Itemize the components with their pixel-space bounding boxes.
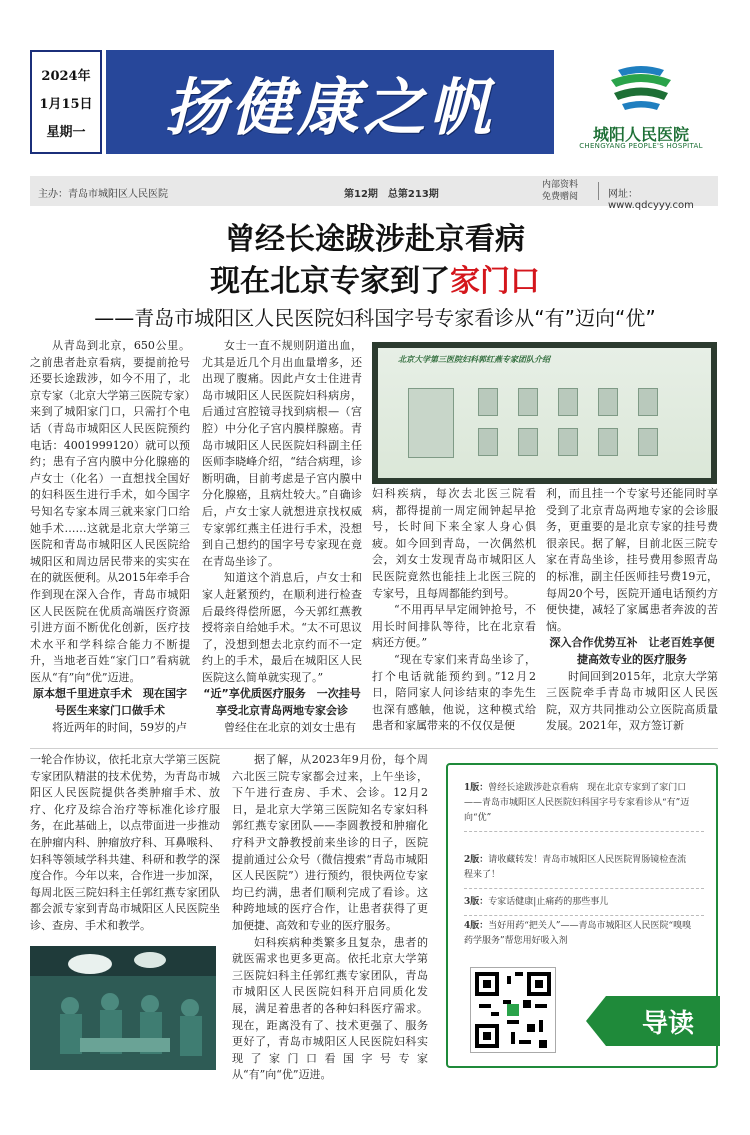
guide-item-page2[interactable]	[464, 853, 694, 883]
date-box	[30, 50, 102, 154]
date-year: 2024年	[41, 68, 91, 84]
guide-divider	[464, 915, 704, 916]
portrait-image	[478, 388, 498, 416]
info-bar	[30, 176, 718, 211]
guide-item-text: 专家话健康|止痛药的那些事儿	[488, 897, 609, 907]
section-divider	[30, 748, 718, 749]
portrait-image	[558, 388, 578, 416]
guide-item-text: 当好用药“把关人”——青岛市城阳区人民医院“嗅嗅药学服务”帮您用好吸入剂	[464, 921, 692, 946]
article-paragraph: 据了解，从2023年9月份，每个周六北医三院专家都会过来，上午坐诊，下午进行查房、手术、会诊。12月2日，是北京大学第三医院知名专家妇科郭红燕专家团队——李圆教授和肿瘤化疗科尹文静教授前来坐诊的日子，医院提前通过公众号（微信搜索“青岛市城阳区人民医院”）进行预约，很快两位专家均已约满，患者们顺利完成了看诊。这种跨地域的医疗合作，让患者获得了更加便捷、高效和专业的医疗服务。	[232, 753, 428, 932]
photo-board	[378, 348, 711, 478]
portrait-image	[598, 388, 618, 416]
internal-line1: 内部资料	[542, 180, 579, 190]
qr-code-icon[interactable]	[470, 967, 556, 1053]
hospital-logo-icon	[566, 60, 716, 120]
article-subheading: “近”享优质医疗服务 一次挂号享受北京青岛两地专家会诊	[203, 687, 361, 718]
portrait-image	[598, 428, 618, 456]
article-paragraph: 从青岛到北京，650公里。之前患者赴京看病，要提前抢号还要长途跋涉，如今不用了，北京专家（北京大学第三医院专家）来到了城阳家门口，只需打个电话（青岛市城阳区人民医院预约电话：4001999120）就可以预约；患有子宫内膜中分化腺癌的卢女士（化名）一直想找全国好的妇科医生进行手术，如今国字号知名专家本周三就来家门口给她手术……这就是北京大学第三医院和青岛市城阳区人民医院给城阳区和周边居民带来的实实在在的就医便利。从2015年牵手合作到现在深入合作，青岛市城阳区人民医院在优质高端医疗资源引进方面不断优化创新，医疗技术水平和学科综合能力不断提升，当地老百姓“家门口”看病就医从“有”向“优”迈进。	[30, 339, 190, 684]
photo-caption: 北京大学第三医院妇科郭红燕专家团队介绍	[398, 355, 550, 364]
hospital-name: 城阳人民医院	[592, 125, 689, 144]
headline-line2	[0, 256, 750, 300]
surgery-photo	[30, 946, 216, 1070]
article-column-3	[372, 486, 536, 735]
guide-item-tag: 3版：	[464, 897, 489, 907]
internal-note	[542, 179, 578, 203]
article-column-5	[30, 752, 220, 935]
article-paragraph: 妇科疾病种类繁多且复杂，患者的就医需求也更多更高。依托北京大学第三医院妇科主任郭红燕专家团队，青岛市城阳区人民医院妇科开启同质化发展，满足着患者的各种妇科医疗需求。现在，距离没有了、技术更强了、服务更好了，青岛市城阳区人民医院妇科实现了家门口看国字号专家从“有”向“优”迈进。	[232, 935, 428, 1082]
guide-divider	[464, 831, 704, 832]
date-weekday: 星期一	[46, 124, 86, 140]
date-day: 1月15日	[39, 96, 93, 112]
article-column-6	[232, 752, 428, 1084]
article-subheading: 深入合作优势互补 让老百姓享便捷高效专业的医疗服务	[549, 636, 715, 666]
article-paragraph: 一轮合作协议，依托北京大学第三医院专家团队精湛的技术优势，为青岛市城阳区人民医院提供各类肿瘤手术、放疗、化疗及综合治疗等标准化诊疗服务，在此基础上，以点带面进一步推动在肿瘤内科、肿瘤放疗科、耳鼻喉科、妇科等领域学科共建、科研和教学的深度合作。今年以来，合作进一步加深，每周北医三院妇科主任郭红燕专家团队都会派专家到青岛市城阳区人民医院坐诊、查房、手术和教学。	[30, 753, 220, 932]
internal-line2: 免费赠阅	[542, 192, 579, 202]
masthead-title: 扬健康之帆	[164, 70, 495, 144]
article-column-1	[30, 338, 190, 736]
guide-item-text: 曾经长途跋涉赴京看病 现在北京专家到了家门口——青岛市城阳区人民医院妇科国字号专家看诊从“有”迈向“优”	[464, 783, 690, 823]
guide-badge	[578, 992, 720, 1050]
headline-line1: 曾经长途跋涉赴京看病	[225, 222, 525, 257]
guide-item-page4[interactable]	[464, 919, 694, 949]
article-subheading: 原本想千里进京手术 现在国字号医生来家门口做手术	[33, 687, 187, 718]
guide-item-text: 请收藏转发！青岛市城阳区人民医院胃肠镜检查流程来了！	[464, 855, 687, 880]
portrait-image	[638, 388, 658, 416]
masthead-banner	[106, 50, 554, 154]
article-paragraph: 将近两年的时间，59岁的卢	[52, 720, 187, 734]
info-separator	[598, 182, 599, 200]
article-paragraph: 妇科疾病，每次去北医三院看病，都得提前一周定闹钟起早抢号，长时间下来全家人身心俱疲。如今回到青岛，一次偶然机会，刘女士发现青岛市城阳区人民医院竟然也能挂上北医三院的专家号，且每周都能约到号。	[372, 487, 536, 600]
portrait-image	[518, 428, 538, 456]
article-paragraph: 女士一直不规则阴道出血，尤其是近几个月出血量增多，还出现了腹痛。因此卢女士住进青岛市城阳区人民医院妇科病房，后通过宫腔镜寻找到病根—（宫腔）中分化子宫内膜样腺癌。青岛市城阳区人民医院妇科副主任医师李晓峰介绍，“结合病理，诊断明确，目前考虑是子宫内膜中分化腺癌，且病灶较大。”自确诊后，卢女士家人就想进京找权威专家郭红燕主任进行手术，没想到自己想约的国字号专家现在竟在青岛坐诊了。	[202, 339, 362, 568]
headline-line2-black: 现在北京专家到了	[210, 264, 450, 299]
headline-line2-red: 家门口	[450, 264, 540, 299]
guide-item-tag: 1版：	[464, 783, 489, 793]
website-link[interactable]: 网址：www.qdcyyy.com	[608, 189, 694, 211]
portrait-image	[478, 428, 498, 456]
guide-badge-text: 导读	[641, 1009, 695, 1039]
article-paragraph: 利，而且挂一个专家号还能同时享受到了北京青岛两地专家的会诊服务，更重要的是北京专家的挂号费很亲民。据了解，目前北医三院专家在青岛坐诊，挂号费用参照青岛的标准，副主任医师挂号费19元，每周20个号，医院开通电话预约方便快捷，减轻了家属患者奔波的苦恼。	[546, 487, 718, 633]
article-column-4	[546, 486, 718, 735]
article-paragraph: 曾经住在北京的刘女士患有	[224, 720, 356, 734]
article-column-2	[202, 338, 362, 736]
headline-subtitle: ——青岛市城阳区人民医院妇科国字号专家看诊从“有”迈向“优”	[94, 306, 656, 330]
guide-divider	[464, 888, 704, 889]
sponsor-text: 主办：青岛市城阳区人民医院	[38, 189, 168, 200]
article-paragraph: “现在专家们来青岛坐诊了，打个电话就能预约到。”12月2日，陪同家人问诊结束的李先生也深有感触，他说，这种模式给患者和家属带来的不仅仅是便	[372, 652, 536, 733]
issue-number: 第12期 总第213期	[344, 189, 439, 200]
guide-item-page3[interactable]	[464, 895, 694, 910]
expert-team-photo	[372, 342, 717, 484]
guide-item-page1[interactable]	[464, 781, 694, 826]
article-paragraph: 时间回到2015年，北京大学第三医院牵手青岛市城阳区人民医院，双方共同推动公立医院高质量发展。2021年，双方签订新	[546, 669, 718, 733]
portrait-image	[518, 388, 538, 416]
article-paragraph: “不用再早早定闹钟抢号，不用长时间排队等待，比在北京看病还方便。”	[372, 603, 536, 650]
hospital-name-english: CHENGYANG PEOPLE'S HOSPITAL	[579, 142, 703, 150]
lead-portrait-image	[408, 388, 454, 458]
article-paragraph: 知道这个消息后，卢女士和家人赶紧预约，在顺利进行检查后最终得偿所愿，今天郭红燕教授将亲自给她手术。“太不可思议了，没想到想去北京约而不一定约上的手术，最后在城阳区人民医院这么简单就实现了。”	[202, 571, 362, 684]
portrait-image	[558, 428, 578, 456]
portrait-image	[638, 428, 658, 456]
guide-item-tag: 2版：	[464, 855, 489, 865]
guide-item-tag: 4版：	[464, 921, 489, 931]
